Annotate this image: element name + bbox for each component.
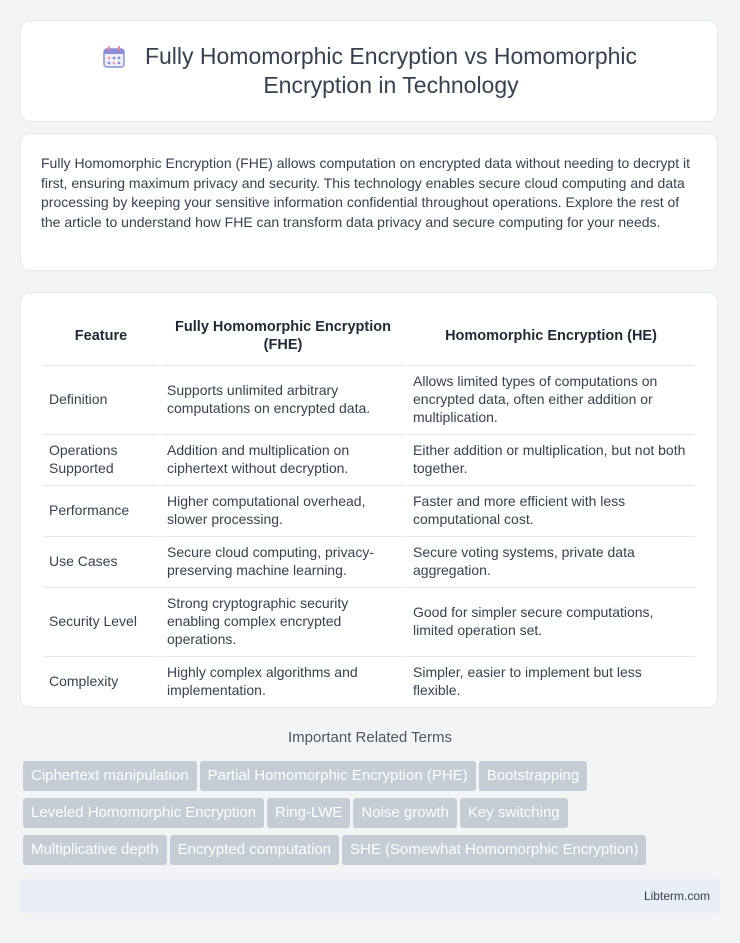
feature-cell: Use Cases	[43, 536, 159, 585]
table-row	[43, 656, 695, 705]
table-row	[43, 485, 695, 534]
comparison-table-card	[20, 292, 718, 708]
related-terms-list	[23, 761, 713, 872]
related-term-tag[interactable]: Leveled Homomorphic Encryption	[23, 798, 264, 828]
feature-cell: Performance	[43, 485, 159, 534]
related-term-tag[interactable]: Multiplicative depth	[23, 835, 167, 865]
table-row	[43, 434, 695, 483]
fhe-cell: Highly complex algorithms and implementation.	[161, 656, 405, 705]
table-row	[43, 365, 695, 432]
table-row	[43, 587, 695, 654]
related-terms-title: Important Related Terms	[288, 729, 452, 746]
fhe-cell: Higher computational overhead, slower processing.	[161, 485, 405, 534]
related-term-tag[interactable]: Ciphertext manipulation	[23, 761, 197, 791]
related-term-tag[interactable]: Bootstrapping	[479, 761, 588, 791]
he-cell: Either addition or multiplication, but not both together.	[407, 434, 695, 483]
fhe-cell: Strong cryptographic security enabling complex encrypted operations.	[161, 587, 405, 654]
header-card	[20, 20, 718, 122]
related-term-tag[interactable]: Ring-LWE	[267, 798, 350, 828]
calendar-icon	[101, 44, 127, 70]
related-term-tag[interactable]: SHE (Somewhat Homomorphic Encryption)	[342, 835, 646, 865]
comparison-table	[41, 307, 697, 707]
fhe-cell: Addition and multiplication on ciphertext without decryption.	[161, 434, 405, 483]
he-cell: Good for simpler secure computations, limited operation set.	[407, 587, 695, 654]
table-row	[43, 536, 695, 585]
table-header-row	[43, 309, 695, 363]
column-header-fhe: Fully Homomorphic Encryption (FHE)	[175, 319, 391, 353]
column-header-he: Homomorphic Encryption (HE)	[445, 328, 657, 344]
page-title: Fully Homomorphic Encryption vs Homomorphic Encryption in Technology	[144, 43, 638, 98]
he-cell: Faster and more efficient with less computational cost.	[407, 485, 695, 534]
feature-cell: Operations Supported	[43, 434, 159, 483]
intro-text: Fully Homomorphic Encryption (FHE) allows computation on encrypted data without needing to decrypt it first, ensuring maximum privacy and security. This technology enables secure cloud computing and data processing by keeping your sensitive information confidential throughout operations. Explore the rest of the article to understand how FHE can transform data privacy and secure computing for your needs.	[41, 155, 690, 230]
related-term-tag[interactable]: Key switching	[460, 798, 568, 828]
related-term-tag[interactable]: Encrypted computation	[170, 835, 339, 865]
footer	[20, 879, 720, 913]
feature-cell: Complexity	[43, 656, 159, 705]
feature-cell: Definition	[43, 365, 159, 432]
intro-card	[20, 133, 718, 271]
he-cell: Simpler, easier to implement but less flexible.	[407, 656, 695, 705]
fhe-cell: Supports unlimited arbitrary computations on encrypted data.	[161, 365, 405, 432]
related-term-tag[interactable]: Noise growth	[353, 798, 457, 828]
he-cell: Allows limited types of computations on encrypted data, often either addition or multiplication.	[407, 365, 695, 432]
footer-site-link[interactable]: Libterm.com	[643, 889, 710, 903]
related-term-tag[interactable]: Partial Homomorphic Encryption (PHE)	[200, 761, 476, 791]
he-cell: Secure voting systems, private data aggregation.	[407, 536, 695, 585]
feature-cell: Security Level	[43, 587, 159, 654]
column-header-feature: Feature	[74, 328, 128, 344]
fhe-cell: Secure cloud computing, privacy-preserving machine learning.	[161, 536, 405, 585]
